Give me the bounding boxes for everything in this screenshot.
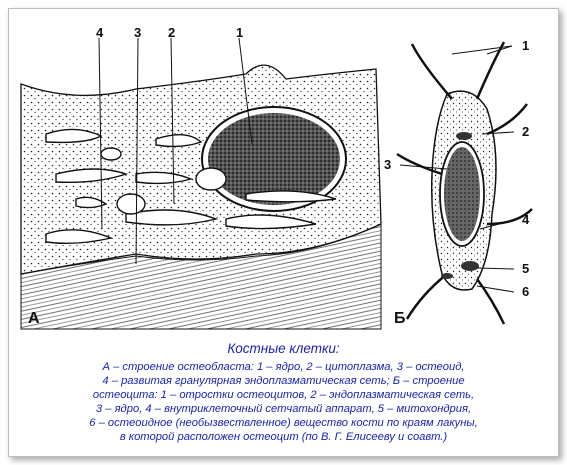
panel-a-letter: А [28,310,40,327]
label-b-6: 6 [522,284,530,299]
caption-title: Костные клетки: [227,341,340,356]
caption-line: в которой расположен остеоцит (по В. Г. Елисееву и соавт.) [119,431,448,443]
label-b-4: 4 [522,212,530,227]
label-a-1: 1 [236,25,244,40]
label-b-1: 1 [522,38,530,53]
panel-b-letter: Б [394,310,406,327]
label-b-2: 2 [522,124,530,139]
label-a-3: 3 [134,25,142,40]
label-b-5: 5 [522,261,530,276]
figure-caption [16,340,551,444]
label-a-2: 2 [168,25,176,40]
caption-line: 3 – ядро, 4 – внутриклеточный сетчатый аппарат, 5 – митохондрия, [95,403,472,415]
caption-line: 6 – остеоидное (необызвествленное) вещество кости по краям лакуны, [89,417,478,429]
osteoblast-drawing [16,24,386,334]
label-b-3: 3 [384,157,392,172]
caption-line: А – строение остеобласта: 1 – ядро, 2 – цитоплазма, 3 – остеоид, [102,361,465,373]
label-a-4: 4 [96,25,104,40]
caption-line: 4 – развитая гранулярная эндоплазматическая сеть; Б – строение [102,375,465,387]
caption-line: остеоцита: 1 – отростки остеоцитов, 2 – эндоплазматическая сеть, [92,389,475,401]
